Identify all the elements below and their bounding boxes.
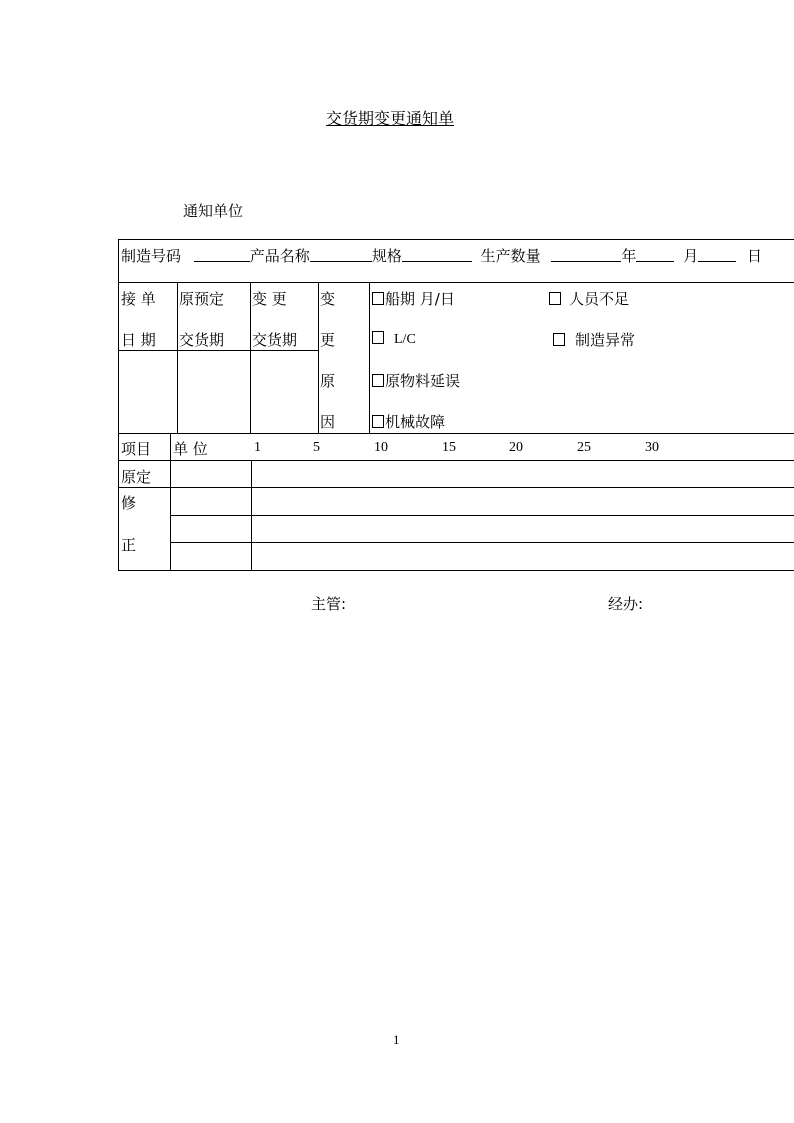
receive-date-header-2: 日 期 xyxy=(121,331,156,349)
reason-label: 制造异常 xyxy=(575,331,636,349)
table-line xyxy=(118,350,318,351)
orig-date-header-2: 交货期 xyxy=(179,331,225,349)
notify-unit-label: 通知单位 xyxy=(183,202,244,220)
table-line xyxy=(251,460,252,571)
table-line xyxy=(318,282,319,434)
reason-lc[interactable] xyxy=(372,329,416,348)
day-label: 日 xyxy=(747,247,763,265)
header-row xyxy=(121,245,762,266)
checkbox[interactable] xyxy=(372,331,384,344)
month-label: 月 xyxy=(683,247,699,265)
reason-machine-failure[interactable] xyxy=(372,411,445,432)
year-field[interactable] xyxy=(636,247,674,262)
orig-date-header-1: 原预定 xyxy=(179,290,225,308)
table-line xyxy=(170,433,171,571)
reason-char: 因 xyxy=(320,413,336,431)
changed-date-header-1: 变 更 xyxy=(252,290,287,308)
spec-field[interactable] xyxy=(402,247,472,262)
product-name-label: 产品名称 xyxy=(249,247,310,265)
table-line xyxy=(118,570,794,571)
reason-label: L/C xyxy=(394,332,416,347)
checkbox[interactable] xyxy=(372,415,384,428)
spec-label: 规格 xyxy=(371,247,402,265)
table-line xyxy=(118,239,794,240)
mfg-no-field[interactable] xyxy=(194,247,250,262)
revised-row-label-1: 修 xyxy=(121,494,137,512)
day-tick: 15 xyxy=(442,440,456,455)
reason-staff-shortage[interactable] xyxy=(549,288,629,309)
product-name-field[interactable] xyxy=(310,247,372,262)
mfg-no-label: 制造号码 xyxy=(121,247,182,265)
page-number: 1 xyxy=(393,1032,400,1047)
day-tick: 10 xyxy=(374,440,388,455)
table-line xyxy=(118,487,794,488)
qty-field[interactable] xyxy=(551,247,621,262)
reason-material-delay[interactable] xyxy=(372,370,460,391)
original-row-label: 原定 xyxy=(121,468,152,486)
unit-label: 单 位 xyxy=(173,440,208,458)
checkbox[interactable] xyxy=(372,292,384,305)
qty-label: 生产数量 xyxy=(480,247,541,265)
reason-char: 变 xyxy=(320,290,336,308)
table-line xyxy=(170,515,794,516)
changed-date-header-2: 交货期 xyxy=(252,331,298,349)
revised-row-label-2: 正 xyxy=(121,536,137,554)
reason-label: 原物料延误 xyxy=(385,372,461,390)
reason-char: 原 xyxy=(320,372,336,390)
day-tick: 5 xyxy=(313,440,320,455)
handler-label: 经办: xyxy=(608,595,644,613)
table-line xyxy=(118,239,119,571)
checkbox[interactable] xyxy=(553,333,565,346)
day-tick: 1 xyxy=(254,440,261,455)
month-field[interactable] xyxy=(698,247,736,262)
receive-date-header-1: 接 单 xyxy=(121,290,156,308)
table-line xyxy=(250,282,251,434)
reason-label: 机械故障 xyxy=(385,413,446,431)
table-line xyxy=(177,282,178,434)
reason-label: 人员不足 xyxy=(569,290,630,308)
reason-mfg-abnormal[interactable] xyxy=(553,329,635,350)
reason-char: 更 xyxy=(320,331,336,349)
table-line xyxy=(118,460,794,461)
item-label: 项目 xyxy=(121,440,152,458)
day-tick: 30 xyxy=(645,440,659,455)
supervisor-label: 主管: xyxy=(311,595,347,613)
checkbox[interactable] xyxy=(549,292,561,305)
day-tick: 25 xyxy=(577,440,591,455)
table-line xyxy=(369,282,370,434)
reason-label: 船期 月/日 xyxy=(385,290,455,308)
table-line xyxy=(170,542,794,543)
page-title: 交货期变更通知单 xyxy=(326,109,455,128)
table-line xyxy=(118,433,794,434)
reason-shipping-date[interactable] xyxy=(372,288,455,309)
year-label: 年 xyxy=(621,247,637,265)
checkbox[interactable] xyxy=(372,374,384,387)
day-tick: 20 xyxy=(509,440,523,455)
table-line xyxy=(118,282,794,283)
